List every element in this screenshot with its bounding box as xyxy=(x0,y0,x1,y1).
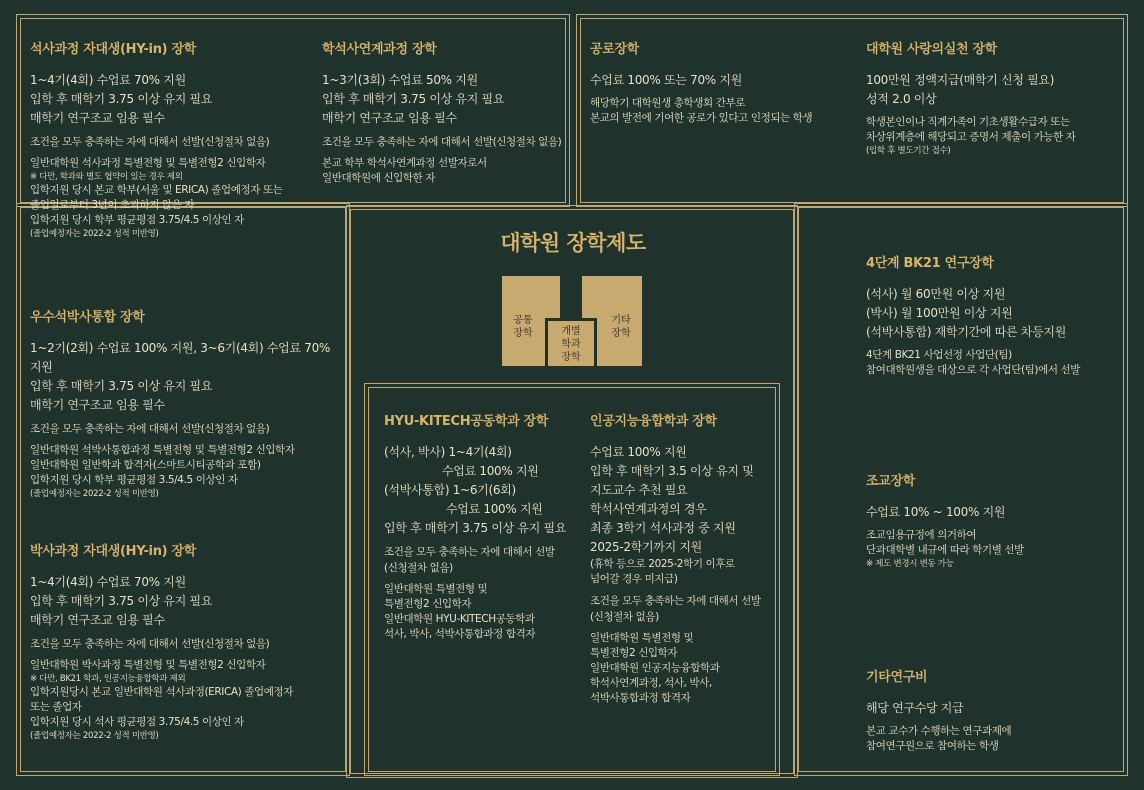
condition-text: (신청절차 없음) xyxy=(590,611,659,623)
note-text: (졸업예정자는 2022-2 성적 미반영) xyxy=(30,229,159,239)
target-line: 입학지원 당시 학부 평균평점 3.5/4.5 이상인 자 xyxy=(30,474,238,486)
benefit-line: 해당 연구수당 지급 xyxy=(866,701,964,715)
benefit-line: 매학기 연구조교 임용 필수 xyxy=(30,613,165,627)
benefit-line: 입학 후 매학기 3.5 이상 유지 및 xyxy=(590,464,754,478)
target-line: 입학지원 당시 본교 학부(서울 및 ERICA) 졸업예정자 또는 xyxy=(30,184,283,196)
benefit-line: (석박사통합) 1~6기(6회) xyxy=(384,483,516,497)
description-line: 참여대학원생을 대상으로 각 사업단(팀)에서 선발 xyxy=(866,364,1081,376)
benefit-line: 입학 후 매학기 3.75 이상 유지 필요 xyxy=(384,521,567,535)
description-line: 본교의 발전에 기여한 공로가 있다고 인정되는 학생 xyxy=(590,112,813,124)
target-line: 특별전형2 신입학자 xyxy=(384,598,472,610)
condition-text: (신청절차 없음) xyxy=(384,562,453,574)
benefit-line: 매학기 연구조교 임용 필수 xyxy=(30,111,165,125)
target-line: 일반대학원 특별전형 및 xyxy=(590,632,694,644)
target-line: 학석사연계과정, 석사, 박사, xyxy=(590,677,712,689)
phd-hyin-section xyxy=(30,540,344,742)
section-title: 박사과정 자대생(HY-in) 장학 xyxy=(30,544,197,559)
hyu-kitech-section xyxy=(384,410,574,642)
logo-common-line2: 장학 xyxy=(513,328,533,339)
description-line: 본교 교수가 수행하는 연구과제에 xyxy=(866,725,1012,737)
logo-other-line1: 기타 xyxy=(611,315,631,326)
benefit-line: 매학기 연구조교 임용 필수 xyxy=(30,398,165,412)
note-text: ※ 다만, 학과와 별도 협약이 있는 경우 제외 xyxy=(30,172,183,182)
target-line: 일반대학원 인공지능융합학과 xyxy=(590,662,720,674)
merit-section xyxy=(590,38,840,126)
condition-text: 조건을 모두 충족하는 자에 대해서 선발 xyxy=(590,595,761,607)
target-line: 일반대학원 HYU-KITECH공동학과 xyxy=(384,613,535,625)
benefit-line: 입학 후 매학기 3.75 이상 유지 필요 xyxy=(30,379,213,393)
benefit-line: 입학 후 매학기 3.75 이상 유지 필요 xyxy=(30,594,213,608)
assistant-section xyxy=(866,470,1116,570)
condition-text: 조건을 모두 충족하는 자에 대해서 선발(신청절차 없음) xyxy=(30,423,270,435)
section-title: HYU-KITECH공동학과 장학 xyxy=(384,414,549,429)
target-line: 일반대학원 특별전형 및 xyxy=(384,583,488,595)
benefit-line: 성적 2.0 이상 xyxy=(866,92,937,106)
note-text: 넘어갈 경우 미지급) xyxy=(590,573,678,585)
description-line: 학생본인이나 직계가족이 기초생활수급자 또는 xyxy=(866,116,1070,128)
description-line: 단과대학별 내규에 따라 학기별 선발 xyxy=(866,544,1024,556)
scholarship-logo xyxy=(502,276,642,366)
logo-common-line1: 공통 xyxy=(513,315,533,326)
masters-hyin-section xyxy=(30,38,320,240)
benefit-line: (박사) 월 100만원 이상 지원 xyxy=(866,306,1013,320)
section-title: 대학원 사랑의실천 장학 xyxy=(866,42,998,57)
section-title: 기타연구비 xyxy=(866,670,928,685)
integrated-phd-section xyxy=(30,306,344,500)
condition-text: 조건을 모두 충족하는 자에 대해서 선발(신청절차 없음) xyxy=(30,136,270,148)
benefit-line: 2025-2학기까지 지원 xyxy=(590,540,702,554)
section-title: 4단계 BK21 연구장학 xyxy=(866,256,994,271)
logo-dept-line2: 학과 xyxy=(561,339,581,350)
description-line: 4단계 BK21 사업선정 사업단(팀) xyxy=(866,349,1012,361)
section-title: 공로장학 xyxy=(590,42,640,57)
target-line: 본교 학부 학석사연계과정 선발자로서 xyxy=(322,157,487,169)
page-title: 대학원 장학제도 xyxy=(500,231,646,255)
logo-dept-line1: 개별 xyxy=(561,326,581,337)
logo-dept-line3: 장학 xyxy=(561,352,581,363)
target-line: 입학지원 당시 석사 평균평점 3.75/4.5 이상인 자 xyxy=(30,716,244,728)
research-fund-section xyxy=(866,666,1116,754)
benefit-line: 학석사연계과정의 경우 xyxy=(590,502,707,516)
description-line: 조교임용규정에 의거하여 xyxy=(866,529,977,541)
note-text: (휴학 등으로 2025-2학기 이후로 xyxy=(590,558,735,570)
description-line: 차상위계층에 해당되고 증명서 제출이 가능한 자 xyxy=(866,131,1076,143)
target-line: 입학지원 당시 학부 평균평점 3.75/4.5 이상인 자 xyxy=(30,214,244,226)
section-title: 우수석박사통합 장학 xyxy=(30,310,145,325)
section-title: 학석사연계과정 장학 xyxy=(322,42,437,57)
condition-text: 조건을 모두 충족하는 자에 대해서 선발 xyxy=(384,546,555,558)
benefit-line: 1~3기(3회) 수업료 50% 지원 xyxy=(322,73,478,87)
benefit-line: 수업료 100% 또는 70% 지원 xyxy=(590,73,742,87)
target-line: 졸업일로부터 3년이 초과하지 않은 자 xyxy=(30,199,195,211)
target-line: 입학지원당시 본교 일반대학원 석사과정(ERICA) 졸업예정자 xyxy=(30,686,294,698)
benefit-line: 지도교수 추천 필요 xyxy=(590,483,688,497)
target-line: 또는 졸업자 xyxy=(30,701,82,713)
benefit-line: 수업료 100% 지원 xyxy=(446,502,543,516)
target-line: 특별전형2 신입학자 xyxy=(590,647,678,659)
target-line: 석사, 박사, 석박사통합과정 합격자 xyxy=(384,628,536,640)
benefit-line: 매학기 연구조교 임용 필수 xyxy=(322,111,457,125)
benefit-line: 1~2기(2회) 수업료 100% 지원, 3~6기(4회) 수업료 70% 지원 xyxy=(30,341,331,374)
target-line: 석박사통합과정 합격자 xyxy=(590,692,691,704)
logo-dept-block xyxy=(545,318,597,366)
section-title: 조교장학 xyxy=(866,474,916,489)
target-line: 일반대학원 석박사통합과정 특별전형 및 특별전형2 신입학자 xyxy=(30,444,295,456)
benefit-line: 최종 3학기 석사과정 중 지원 xyxy=(590,521,736,535)
benefit-line: (석사) 월 60만원 이상 지원 xyxy=(866,287,1006,301)
benefit-line: (석사, 박사) 1~4기(4회) xyxy=(384,445,512,459)
benefit-line: 1~4기(4회) 수업료 70% 지원 xyxy=(30,575,186,589)
benefit-line: 입학 후 매학기 3.75 이상 유지 필요 xyxy=(30,92,213,106)
note-text: (졸업예정자는 2022-2 성적 미반영) xyxy=(30,489,159,499)
note-text: ※ 다만, BK21 학과, 인공지능융합학과 제외 xyxy=(30,674,186,684)
condition-text: 조건을 모두 충족하는 자에 대해서 선발(신청절차 없음) xyxy=(322,136,562,148)
benefit-line: 100만원 정액지급(매학기 신청 필요) xyxy=(866,73,1055,87)
benefit-line: 입학 후 매학기 3.75 이상 유지 필요 xyxy=(322,92,505,106)
bachelor-master-linked-section xyxy=(322,38,562,186)
love-practice-section xyxy=(866,38,1116,157)
target-line: 일반대학원에 신입학한 자 xyxy=(322,172,436,184)
note-text: ※ 제도 변경시 변동 가능 xyxy=(866,559,954,569)
bk21-section xyxy=(866,252,1116,378)
description-line: 참여연구원으로 참여하는 학생 xyxy=(866,740,999,752)
note-text: (입학 후 별도기간 접수) xyxy=(866,146,951,156)
section-title: 인공지능융합학과 장학 xyxy=(590,414,717,429)
section-title: 석사과정 자대생(HY-in) 장학 xyxy=(30,42,197,57)
description-line: 해당학기 대학원생 총학생회 간부로 xyxy=(590,97,745,109)
benefit-line: 1~4기(4회) 수업료 70% 지원 xyxy=(30,73,186,87)
benefit-line: 수업료 10% ~ 100% 지원 xyxy=(866,505,1006,519)
target-line: 일반대학원 석사과정 특별전형 및 특별전형2 신입학자 xyxy=(30,157,266,169)
logo-other-line2: 장학 xyxy=(611,328,631,339)
condition-text: 조건을 모두 충족하는 자에 대해서 선발(신청절차 없음) xyxy=(30,638,270,650)
target-line: 일반대학원 박사과정 특별전형 및 특별전형2 신입학자 xyxy=(30,659,266,671)
benefit-line: (석박사통합) 재학기간에 따른 차등지원 xyxy=(866,325,1066,339)
target-line: 일반대학원 일반학과 합격자(스마트시티공학과 포함) xyxy=(30,459,261,471)
benefit-line: 수업료 100% 지원 xyxy=(442,464,539,478)
ai-convergence-section xyxy=(590,410,774,706)
benefit-line: 수업료 100% 지원 xyxy=(590,445,687,459)
note-text: (졸업예정자는 2022-2 성적 미반영) xyxy=(30,731,159,741)
